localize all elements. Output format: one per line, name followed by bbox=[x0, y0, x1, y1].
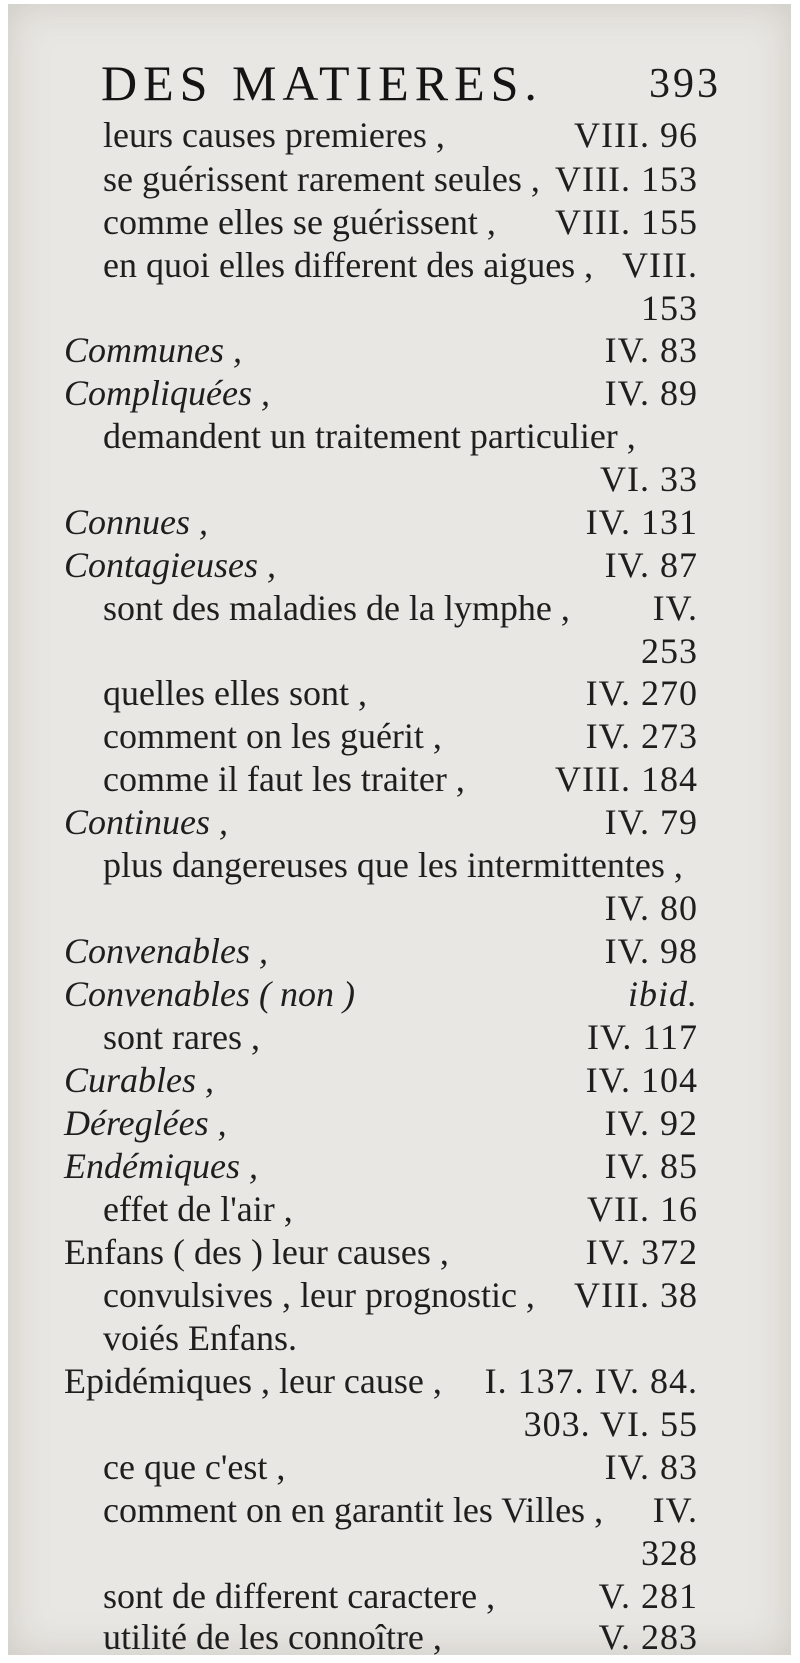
entry-heading: Endémiques , bbox=[64, 1146, 258, 1186]
entry-text: plus dangereuses que les intermittentes , bbox=[103, 845, 683, 885]
entry-text: convulsives , leur prognostic , bbox=[103, 1275, 535, 1315]
entry-ref: IV. 104 bbox=[585, 1060, 698, 1100]
entry-heading: Compliquées , bbox=[64, 373, 270, 413]
entry-text: se guérissent rarement seules , bbox=[103, 159, 540, 199]
entry-ref: IV. 117 bbox=[586, 1017, 698, 1057]
entry-ref: IV. 83 bbox=[604, 1447, 698, 1487]
index-entry bbox=[0, 1612, 800, 1662]
entry-ref: IV. 80 bbox=[604, 888, 698, 928]
entry-heading: Contagieuses , bbox=[64, 545, 276, 585]
entry-heading: Epidémiques , leur cause , bbox=[64, 1361, 442, 1401]
entry-heading: Déreglées , bbox=[64, 1103, 227, 1143]
entry-heading: Communes , bbox=[64, 330, 242, 370]
entry-text: comment on en garantit les Villes , bbox=[103, 1490, 604, 1530]
entry-ref: IV. 79 bbox=[604, 802, 698, 842]
entry-heading: Convenables ( non ) bbox=[64, 974, 355, 1014]
entry-ref: IV. 89 bbox=[604, 373, 698, 413]
entry-text: effet de l'air , bbox=[103, 1189, 293, 1229]
entry-heading: Connues , bbox=[64, 502, 208, 542]
entry-ref: IV. 85 bbox=[604, 1146, 698, 1186]
entry-ref: VII. 16 bbox=[587, 1189, 698, 1229]
entry-text: sont rares , bbox=[103, 1017, 260, 1057]
entry-ref: VIII. 153 bbox=[555, 159, 698, 199]
entry-ref: VIII. bbox=[622, 245, 698, 285]
entry-text: leurs causes premieres , bbox=[103, 115, 445, 155]
entry-heading: Enfans ( des ) leur causes , bbox=[64, 1232, 449, 1272]
entry-text: quelles elles sont , bbox=[103, 673, 367, 713]
entry-ref: VI. 33 bbox=[600, 459, 698, 499]
entry-ref: IV. bbox=[652, 1490, 698, 1530]
page-number: 393 bbox=[649, 61, 721, 107]
entry-text: sont de different caractere , bbox=[103, 1576, 496, 1616]
entry-ref: IV. 87 bbox=[604, 545, 698, 585]
entry-text: ce que c'est , bbox=[103, 1447, 286, 1487]
entry-heading: Continues , bbox=[64, 802, 229, 842]
entry-ref: IV. 98 bbox=[604, 931, 698, 971]
page-title: DES MATIERES. bbox=[101, 55, 543, 111]
entry-text: comme il faut les traiter , bbox=[103, 759, 465, 799]
entry-ref: 303. VI. 55 bbox=[523, 1404, 698, 1444]
entry-ref: 153 bbox=[641, 288, 698, 328]
entry-ref: IV. 270 bbox=[585, 673, 698, 713]
entry-text: demandent un traitement particulier , bbox=[103, 416, 636, 456]
entry-ref: IV. bbox=[652, 588, 698, 628]
index-entry bbox=[0, 110, 800, 160]
entry-ref: VIII. 96 bbox=[574, 115, 698, 155]
entry-ref: 253 bbox=[641, 631, 698, 671]
entry-ref: 328 bbox=[641, 1533, 698, 1573]
entry-text: comme elles se guérissent , bbox=[103, 202, 496, 242]
entry-heading: Convenables , bbox=[64, 931, 268, 971]
entry-ref: IV. 92 bbox=[604, 1103, 698, 1143]
entry-ref: IV. 372 bbox=[585, 1232, 698, 1272]
entry-text: voiés Enfans. bbox=[103, 1318, 297, 1358]
entry-ref: IV. 83 bbox=[604, 330, 698, 370]
entry-ref: IV. 273 bbox=[585, 716, 698, 756]
entry-ref: V. 281 bbox=[598, 1576, 698, 1616]
entry-text: comment on les guérit , bbox=[103, 716, 442, 756]
entry-ref: VIII. 184 bbox=[555, 759, 698, 799]
running-header bbox=[101, 48, 721, 118]
entry-heading: Curables , bbox=[64, 1060, 215, 1100]
entry-ref: V. 283 bbox=[598, 1617, 698, 1657]
entry-ref: VIII. 38 bbox=[574, 1275, 698, 1315]
entry-ref: IV. 131 bbox=[585, 502, 698, 542]
entry-text: sont des maladies de la lymphe , bbox=[103, 588, 570, 628]
entry-ref: ibid. bbox=[627, 974, 698, 1014]
entry-ref: VIII. 155 bbox=[555, 202, 698, 242]
entry-ref: I. 137. IV. 84. bbox=[484, 1361, 698, 1401]
entry-text: utilité de les connoître , bbox=[103, 1617, 442, 1657]
entry-text: en quoi elles different des aigues , bbox=[103, 245, 594, 285]
